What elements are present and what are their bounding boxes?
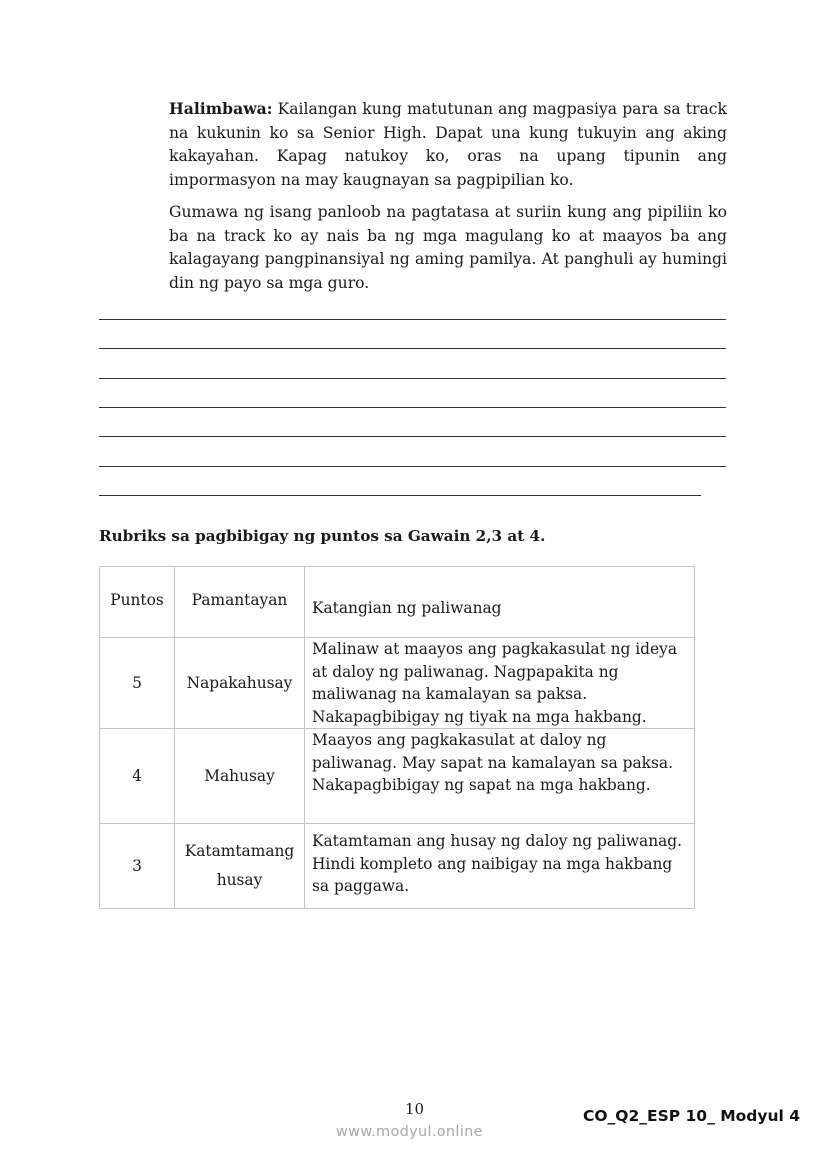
header-criterion: Pamantayan [175, 567, 305, 638]
answer-line-5[interactable] [99, 436, 726, 437]
description-cell: Katamtaman ang husay ng daloy ng paliwanag. Hindi kompleto ang naibigay na mga hakbang sa paggawa. [305, 824, 695, 909]
rubric-title: Rubriks sa pagbibigay ng puntos sa Gawain 2,3 at 4. [99, 527, 546, 545]
example-paragraph-1 [169, 97, 727, 192]
points-cell: 4 [100, 729, 175, 824]
answer-line-2[interactable] [99, 348, 726, 349]
table-row [100, 729, 695, 824]
answer-line-4[interactable] [99, 407, 726, 408]
criterion-cell: Mahusay [175, 729, 305, 824]
table-row [100, 638, 695, 729]
description-cell: Maayos ang pagkakasulat at daloy ng paliwanag. May sapat na kamalayan sa paksa. Nakapagbibigay ng sapat na mga hakbang. [305, 729, 695, 824]
answer-line-1[interactable] [99, 319, 726, 320]
points-cell: 3 [100, 824, 175, 909]
header-points: Puntos [100, 567, 175, 638]
page-number: 10 [405, 1100, 425, 1118]
module-code: CO_Q2_ESP 10_ Modyul 4 [583, 1107, 801, 1125]
criterion-cell: Napakahusay [175, 638, 305, 729]
example-paragraph-2: Gumawa ng isang panloob na pagtatasa at suriin kung ang pipiliin ko ba na track ko ay nais ba ng mga magulang ko at maayos ba ang kalagayang pangpinansiyal ng aming pamilya. At panghuli ay humingi din ng payo sa mga guro. [169, 203, 727, 292]
description-cell: Malinaw at maayos ang pagkakasulat ng ideya at daloy ng paliwanag. Nagpapakita ng maliwanag na kamalayan sa paksa. Nakapagbibigay ng tiyak na mga hakbang. [305, 638, 695, 729]
answer-line-6[interactable] [99, 466, 726, 467]
answer-line-7[interactable] [99, 495, 701, 496]
example-text-1: Kailangan kung matutunan ang magpasiya para sa track na kukunin ko sa Senior High. Dapat una kung tukuyin ang aking kakayahan. Kapag natukoy ko, oras na upang tipunin ang impormasyon na may kaugnayan sa pagpipilian ko. [169, 100, 727, 189]
points-cell: 5 [100, 638, 175, 729]
example-label: Halimbawa: [169, 99, 273, 118]
header-description: Katangian ng paliwanag [305, 567, 695, 638]
rubric-table [99, 566, 695, 909]
watermark: www.modyul.online [336, 1124, 483, 1140]
answer-line-3[interactable] [99, 378, 726, 379]
criterion-cell: Katamtamang husay [175, 824, 305, 909]
table-header-row [100, 567, 695, 638]
table-row [100, 824, 695, 909]
